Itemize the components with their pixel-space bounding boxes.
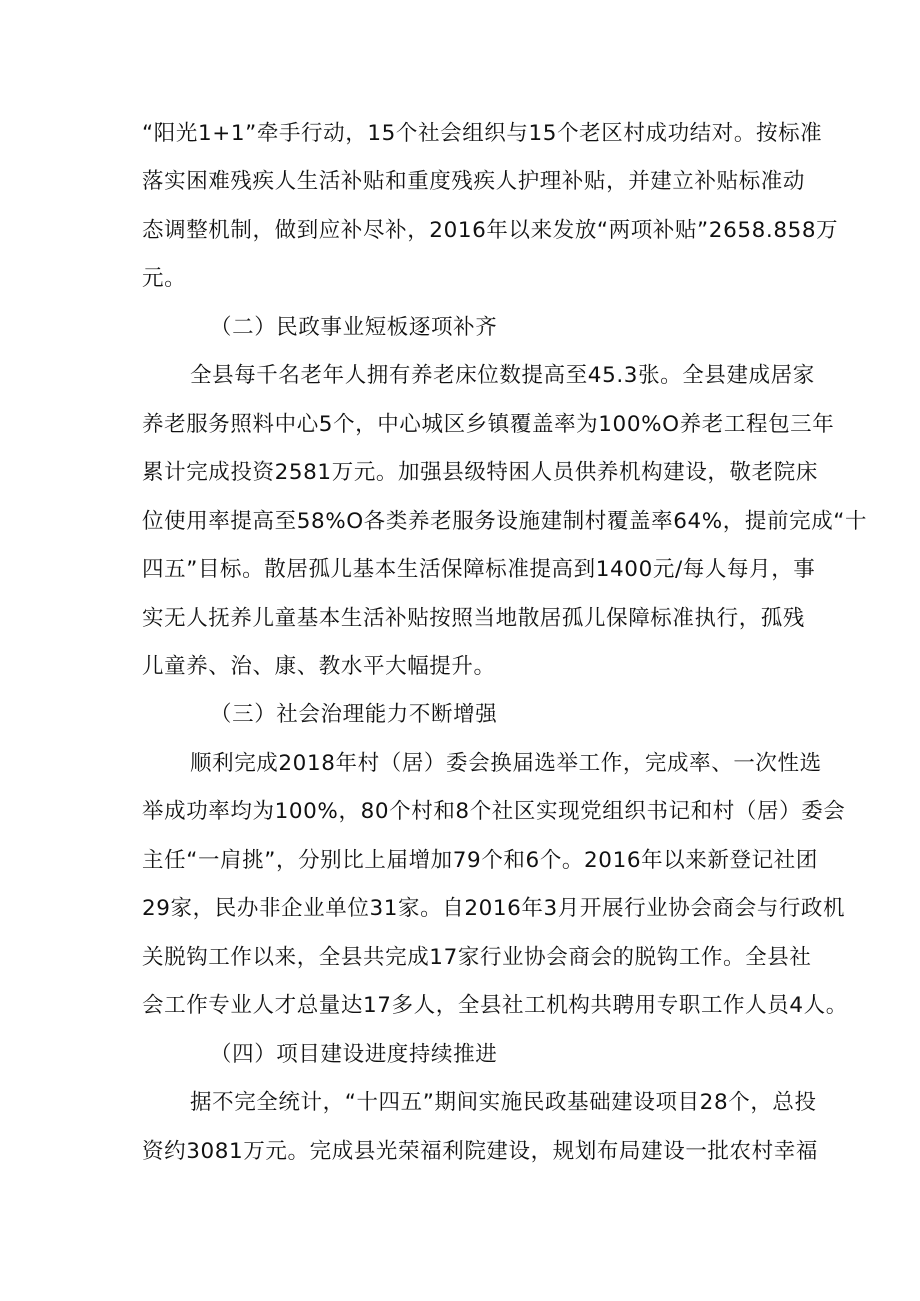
- section-heading-4: （四）项目建设进度持续推进: [210, 1042, 498, 1067]
- text-line: 29家，民办非企业单位31家。自2016年3月开展行业协会商会与行政机: [142, 896, 846, 921]
- text-line: 会工作专业人才总量达17多人，全县社工机构共聘用专职工作人员4人。: [142, 993, 848, 1018]
- text-line: “阳光1+1”牵手行动，15个社会组织与15个老区村成功结对。按标准: [142, 121, 823, 146]
- text-line: 落实困难残疾人生活补贴和重度残疾人护理补贴，并建立补贴标准动: [142, 169, 806, 194]
- text-line: 关脱钩工作以来，全县共完成17家行业协会商会的脱钩工作。全县社: [142, 945, 812, 970]
- text-line: 态调整机制，做到应补尽补，2016年以来发放“两项补贴”2658.858万: [142, 218, 839, 243]
- section-heading-2: （二）民政事业短板逐项补齐: [210, 315, 498, 340]
- text-line: 举成功率均为100%，80个村和8个社区实现党组织书记和村（居）委会: [142, 799, 846, 824]
- text-line: 位使用率提高至58%O各类养老服务设施建制村覆盖率64%，提前完成“十: [142, 509, 868, 534]
- text-line: 顺利完成2018年村（居）委会换届选举工作，完成率、一次性选: [190, 751, 822, 776]
- text-line: 资约3081万元。完成县光荣福利院建设，规划布局建设一批农村幸福: [142, 1139, 818, 1164]
- section-heading-3: （三）社会治理能力不断增强: [210, 702, 498, 727]
- text-line: 主任“一肩挑”，分别比上届增加79个和6个。2016年以来新登记社团: [142, 848, 818, 873]
- text-line: 元。: [142, 266, 187, 291]
- text-line: 实无人抚养儿童基本生活补贴按照当地散居孤儿保障标准执行，孤残: [142, 606, 806, 631]
- text-line: 四五”目标。散居孤儿基本生活保障标准提高到1400元/每人每月，事: [142, 557, 816, 582]
- text-line: 儿童养、治、康、教水平大幅提升。: [142, 654, 496, 679]
- text-line: 据不完全统计，“十四五”期间实施民政基础建设项目28个，总投: [190, 1090, 817, 1115]
- text-line: 累计完成投资2581万元。加强县级特困人员供养机构建设，敬老院床: [142, 460, 818, 485]
- text-line: 养老服务照料中心5个，中心城区乡镇覆盖率为100%O养老工程包三年: [142, 412, 835, 437]
- text-line: 全县每千名老年人拥有养老床位数提高至45.3张。全县建成居家: [190, 363, 815, 388]
